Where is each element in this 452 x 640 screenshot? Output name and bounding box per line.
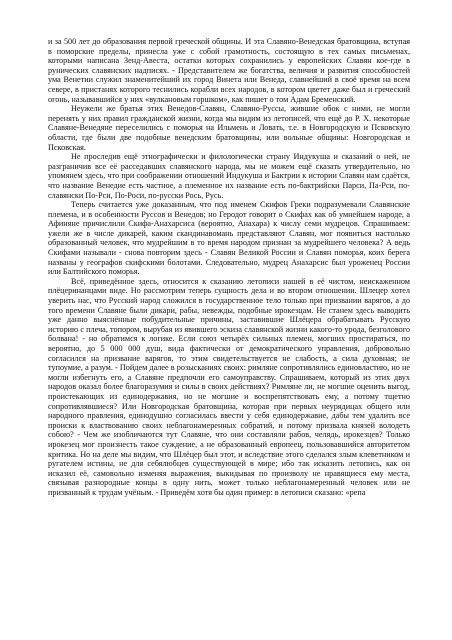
paragraph-2: Неужели же братья этих Венедов-Славян, Славяно-Руссы, жившие обок с ними, не могли перенять у них правил гражданской жизни, когда мы видим из летописей, что ещё до Р. Х. некоторые Славяне-Венедяне переселились с поморья на Ильмень и Ловать, т.е. в Новгородскую и Псковскую области, где были две подобные венедским братовщины, или вольные общины: Новгородская и Псковская. bbox=[48, 104, 410, 152]
paragraph-4: Теперь считается уже доказанным, что под именем Скифов Греки подразумевали Славянские племена, и в особенности Руссов и Венедов; но Геродот говорит о Скифах как об умнейшем народе, а Афиняне причислили Скифа-Анахарсиса (вероятно, Анахара) к числу семи мудрецов. Спрашиваем: ужели же в числе дикарей, каким скандинавомань представляют Славян, мог появиться настолько образованный человек, что мудрейшим в то время народом признан за мудрейшего человека? А ведь Скифами называли - снова повторим здесь - Славян Великой России и Славян поморья, коих берега названы у географов скифскими болотами. Следовательно, мудрец Анахарсис был уроженец России или Балтийского поморья. bbox=[48, 200, 410, 277]
paragraph-1: и за 500 лет до образования первой греческой общины. И эта Славяно-Венедская братовщина, вступая в поморские пределы, принесла уже с собой грамотность, состоящую в тех самых письменах, которыми написана Зенд-Авеста, остатки которых сохранились у европейских Славян кое-где в рунических славянских надписях. - Представителем же богатства, величия и развития способностей ума Венетии служил знаменитейший их город Винета или Венеда, славнейший в своё время на всем севере, в пристанях которого теснились корабли всех народов, в котором цветет даже был и греческий огонь, называвшийся у них «вулкановым горшком», как пишет о том Адам Бременский. bbox=[48, 37, 410, 104]
paragraph-3: Не проследив ещё этнографически и филологически страну Индукуша и сказаний о ней, не разграничив все её расседавших славянского народа, мы не можем ещё сказать утвердительно, но упомянем здесь, что при соображении отношений Индукуша и Бактрии к истории Славян нам сдаётся, что название Венедие есть частное, а племенное их название есть по-бактрийски Парси, Па-Рси, по-славянски По-Рси, По-Роси, по-русски Рось, Русь. bbox=[48, 152, 410, 200]
document-page bbox=[48, 37, 410, 498]
paragraph-5: Всё, приведённое здесь, относится к сказанию летописи нашей в её чистом, неискаженном плёцеринанцами виде. Но рассмотрим теперь сущность дела и во втором отношении. Шлецер хотел уверить нас, что Русский народ сложился в государственное тело только при призвании варягов, а до того времени Славяне были дикари, рабы, невежды, подобные ирокезцам. Не станем здесь выводить уже данно выяснённые побудительные причины, заставившие Шлёцера обрабатывать Русскую историю с плеча, топором, вырубая из явившего эскиза славянской жизни какого-то урода, безголового болвана! - но обратимся к логике. Если союз четырёх сильных племен, могших простираться, по вероятно, до 5 000 000 душ, вида фактически от демократического управления, добровольно согласился на призвание варягов, то этим свидетельствуется не слабость, а сила духовная; не тупоумие, а разум. - Пойдем далее в розысканиях своих: римляне сопротивлялись единовластию, но не могли избегнуть его, а Славяне предпочли его самоуправству. Спрашиваем, который из этих двух народов оказал более благоразумия и силы в своих действиях? Римляне ли, не могшие оценить выгод, проистекающих из единодержавия, но не могшие и воспрепятствовать ему, а потому тщетно сопротивлявшиеся? Или Новгородская братовщина, которая при первых неурядицах общего или народного правления, единодушно согласилась ввести у себя единодержавие, дабы тем удалить все происки к властвованию своих неблагонамеренных собратий, и потому призвала князей володеть собою? - Чем же изобличаются тут Славяне, что они составляли рабов, челядь, ирокезцев? Только ирокезец мог произнесть такое суждение, а не образованный европеец, пользовавшийся авторитетом критика. Но на деле мы видим, что Шлёцер был этот, и вследствие этого сделался злым клеветником и ругателем истины, не для себялюбцев существующей в мире; ибо так исказить летопись, как он исказил её, самовольно изменяя выражения, выкидывая по произволу не нравящиеся ему места, связывая разнородные концы в одну нить, может только неблагонамеренный человек или не призванный к трудам учёным. - Приведём хотя бы один пример: в летописи сказано: «репа bbox=[48, 276, 410, 497]
